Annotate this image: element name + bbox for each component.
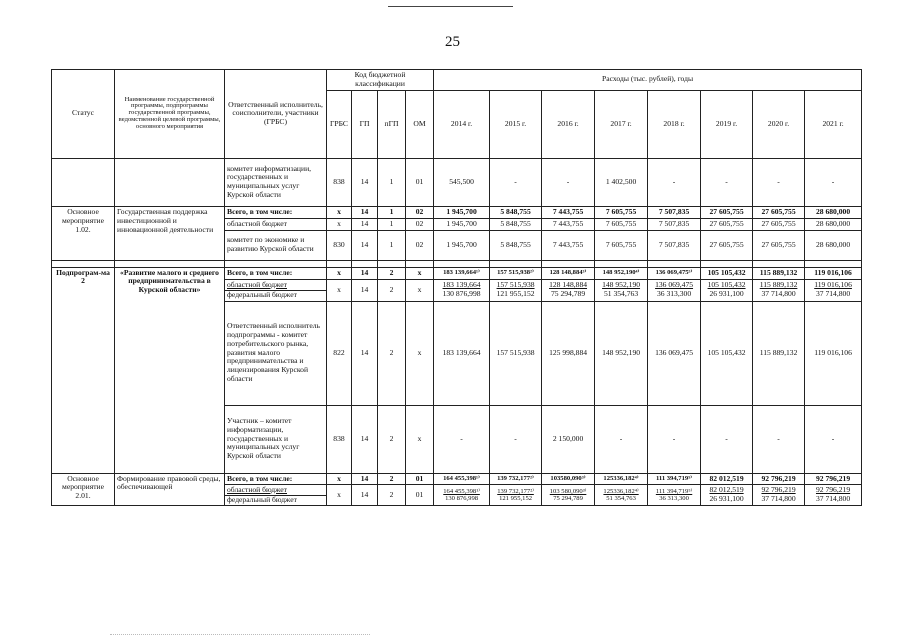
col-year: 2019 г.	[701, 90, 753, 158]
col-gp: ГП	[352, 90, 378, 158]
table-row: комитет информатизации, государственных и муниципальных услуг Курской области 838 14 1 01 545,500 - - 1 402,500 - - - -	[52, 158, 862, 206]
col-year: 2021 г.	[805, 90, 862, 158]
name-cell: «Развитие малого и среднего предпринимательства в Курской области»	[115, 267, 225, 473]
spacer-row	[52, 260, 862, 267]
page-number: 25	[445, 34, 460, 50]
col-expenses: Расходы (тыс. рублей), годы	[434, 70, 862, 91]
footer-rule	[110, 634, 370, 635]
status-cell: Основное мероприятие 1.02.	[52, 206, 115, 260]
name-cell: Государственная поддержка инвестиционной и инновационной деятельности	[115, 206, 225, 260]
col-name: Наименование государственной программы, подпрограммы государственной программы, ведомственной целевой программы, основного мероприятия	[115, 70, 225, 159]
expenses-table	[51, 69, 862, 506]
table-row: областной бюджет федеральный бюджет х 14 2 х 183 139,664 130 876,998 157 515,938 121 955,152 128 148,884 75 294,789 148 952,190 51 354,763 136 069,475 36 313,300 105 105,432 26 931,100 115 889,132 37 714,800 119 016,106 37 714,800	[52, 279, 862, 301]
col-year: 2014 г.	[434, 90, 490, 158]
col-budget-code: Код бюджетной классификации	[327, 70, 434, 91]
table-row: Подпрограм-ма 2 «Развитие малого и среднего предпринимательства в Курской области» Всего, в том числе: х 14 2 х 183 139,664¹⁾ 157 515,938²⁾ 128 148,884³⁾ 148 952,190⁴⁾ 136 069,475⁵⁾ 105 105,432 115 889,132 119 016,106	[52, 267, 862, 279]
table-row: областной бюджет х 14 1 02 1 945,700 5 848,755 7 443,755 7 605,755 7 507,835 27 605,755 27 605,755 28 680,000	[52, 218, 862, 230]
table-row: Основное мероприятие 1.02. Государственная поддержка инвестиционной и инновационной деятельности Всего, в том числе: х 14 1 02 1 945,700 5 848,755 7 443,755 7 605,755 7 507,835 27 605,755 27 605,755 28 680,000	[52, 206, 862, 218]
col-om: ОМ	[406, 90, 434, 158]
name-cell: Формирование правовой среды, обеспечивающей	[115, 473, 225, 506]
table-row: Участник – комитет информатизации, государственных и муниципальных услуг Курской области 838 14 2 х - - 2 150,000 - - - - -	[52, 405, 862, 473]
status-cell: Подпрограм-ма 2	[52, 267, 115, 473]
col-year: 2020 г.	[753, 90, 805, 158]
table-row: Основное мероприятие 2.01. Формирование правовой среды, обеспечивающей Всего, в том числе: х 14 2 01 164 455,398¹⁾ 139 732,177²⁾ 103580,090³⁾ 125336,182⁴⁾ 111 394,719⁵⁾ 82 012,519 92 796,219 92 796,219	[52, 473, 862, 485]
col-grbs: ГРБС	[327, 90, 352, 158]
table-row: комитет по экономике и развитию Курской области 830 14 1 02 1 945,700 5 848,755 7 443,755 7 605,755 7 507,835 27 605,755 27 605,755 28 680,000	[52, 230, 862, 260]
col-year: 2016 г.	[542, 90, 595, 158]
table-row: Ответственный исполнитель подпрограммы - комитет потребительского рынка, развития малого предпринимательства и лицензирования Курской области 822 14 2 х 183 139,664 157 515,938 125 998,884 148 952,190 136 069,475 105 105,432 115 889,132 119 016,106	[52, 301, 862, 405]
col-year: 2018 г.	[648, 90, 701, 158]
col-year: 2015 г.	[490, 90, 542, 158]
col-pgp: пГП	[378, 90, 406, 158]
header-rule	[388, 6, 513, 7]
col-responsible: Ответственный исполнитель, соисполнители, участники (ГРБС)	[225, 70, 327, 159]
responsible-cell: комитет информатизации, государственных и муниципальных услуг Курской области	[225, 158, 327, 206]
status-cell: Основное мероприятие 2.01.	[52, 473, 115, 506]
col-status: Статус	[52, 70, 115, 159]
table-row: областной бюджет федеральный бюджет х 14 2 01 164 455,398¹⁾ 130 876,998 139 732,177²⁾ 121 955,152 103 580,090³⁾ 75 294,789 125336,182⁴⁾ 51 354,763 111 394,719⁵⁾ 36 313,300 82 012,519 26 931,100 92 796,219 37 714,800 92 796,219 37 714,800	[52, 485, 862, 506]
col-year: 2017 г.	[595, 90, 648, 158]
